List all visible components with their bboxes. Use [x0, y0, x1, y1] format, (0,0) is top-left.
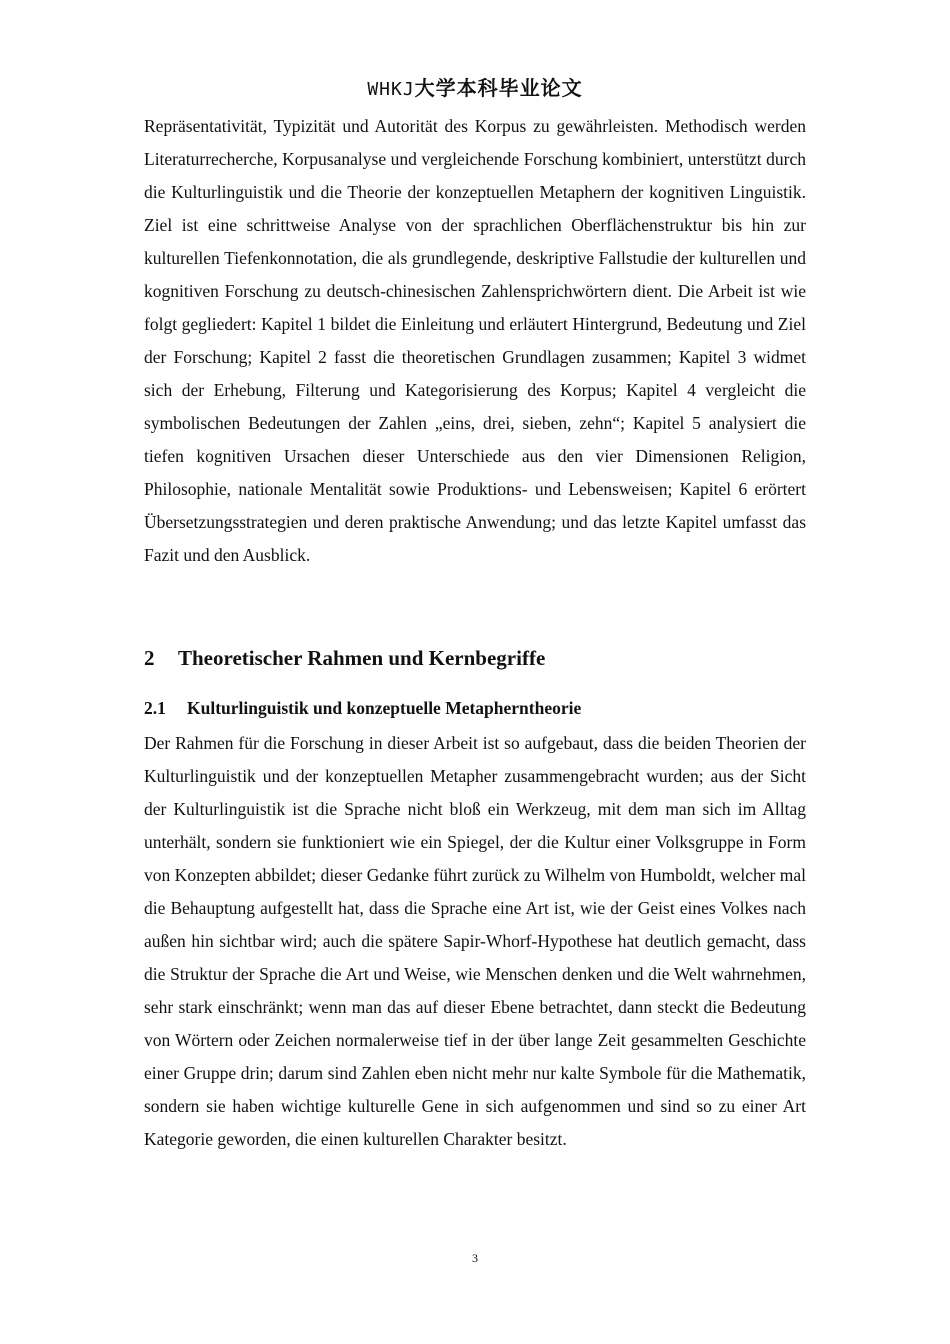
section-body [144, 727, 806, 1156]
header-title: 大学本科毕业论文 [414, 76, 583, 100]
header-prefix: WHKJ [367, 79, 415, 100]
intro-paragraph: Repräsentativität, Typizität und Autorität des Korpus zu gewährleisten. Methodisch werden Literaturrecherche, Korpusanalyse und vergleichende Forschung kombiniert, unterstützt durch die Kulturlinguistik und die Theorie der konzeptuellen Metaphern der kognitiven Linguistik. Ziel ist eine schrittweise Analyse von der sprachlichen Oberflächenstruktur bis hin zur kulturellen Tiefenkonnotation, die als grundlegende, deskriptive Fallstudie der kulturellen und kognitiven Forschung zu deutsch-chinesischen Zahlensprichwörtern dient. Die Arbeit ist wie folgt gegliedert: Kapitel 1 bildet die Einleitung und erläutert Hintergrund, Bedeutung und Ziel der Forschung; Kapitel 2 fasst die theoretischen Grundlagen zusammen; Kapitel 3 widmet sich der Erhebung, Filterung und Kategorisierung des Korpus; Kapitel 4 vergleicht die symbolischen Bedeutungen der Zahlen „eins, drei, sieben, zehn“; Kapitel 5 analysiert die tiefen kognitiven Ursachen dieser Unterschiede aus den vier Dimensionen Religion, Philosophie, nationale Mentalität sowie Produktions- und Lebensweisen; Kapitel 6 erörtert Übersetzungsstrategien und deren praktische Anwendung; und das letzte Kapitel umfasst das Fazit und den Ausblick. [144, 116, 806, 565]
section-heading [144, 698, 581, 719]
chapter-title: Theoretischer Rahmen und Kernbegriffe [178, 646, 546, 670]
section-number: 2.1 [144, 698, 166, 718]
page-number: 3 [472, 1251, 478, 1265]
running-header [0, 72, 950, 101]
section-paragraph: Der Rahmen für die Forschung in dieser Arbeit ist so aufgebaut, dass die beiden Theorien der Kulturlinguistik und der konzeptuellen Metapher zusammengebracht wurden; aus der Sicht der Kulturlinguistik ist die Sprache nicht bloß ein Werkzeug, mit dem man sich im Alltag unterhält, sondern sie funktioniert wie ein Spiegel, der die Kultur einer Volksgruppe in Form von Konzepten abbildet; dieser Gedanke führt zurück zu Wilhelm von Humboldt, welcher mal die Behauptung aufgestellt hat, dass die Sprache eine Art ist, wie der Geist eines Volkes nach außen hin sichtbar wird; auch die spätere Sapir-Whorf-Hypothese hat deutlich gemacht, dass die Struktur der Sprache die Art und Weise, wie Menschen denken und die Welt wahrnehmen, sehr stark einschränkt; wenn man das auf dieser Ebene betrachtet, dann steckt die Bedeutung von Wörtern oder Zeichen normalerweise tief in der über lange Zeit gesammelten Geschichte einer Gruppe drin; darum sind Zahlen eben nicht mehr nur kalte Symbole für die Mathematik, sondern sie haben wichtige kulturelle Gene in sich aufgenommen und sind so zu einer Art Kategorie geworden, die einen kulturellen Charakter besitzt. [144, 733, 806, 1149]
section-title: Kulturlinguistik und konzeptuelle Metapherntheorie [187, 698, 582, 718]
chapter-heading [144, 646, 545, 671]
chapter-number: 2 [144, 646, 155, 670]
intro-block [144, 110, 806, 572]
